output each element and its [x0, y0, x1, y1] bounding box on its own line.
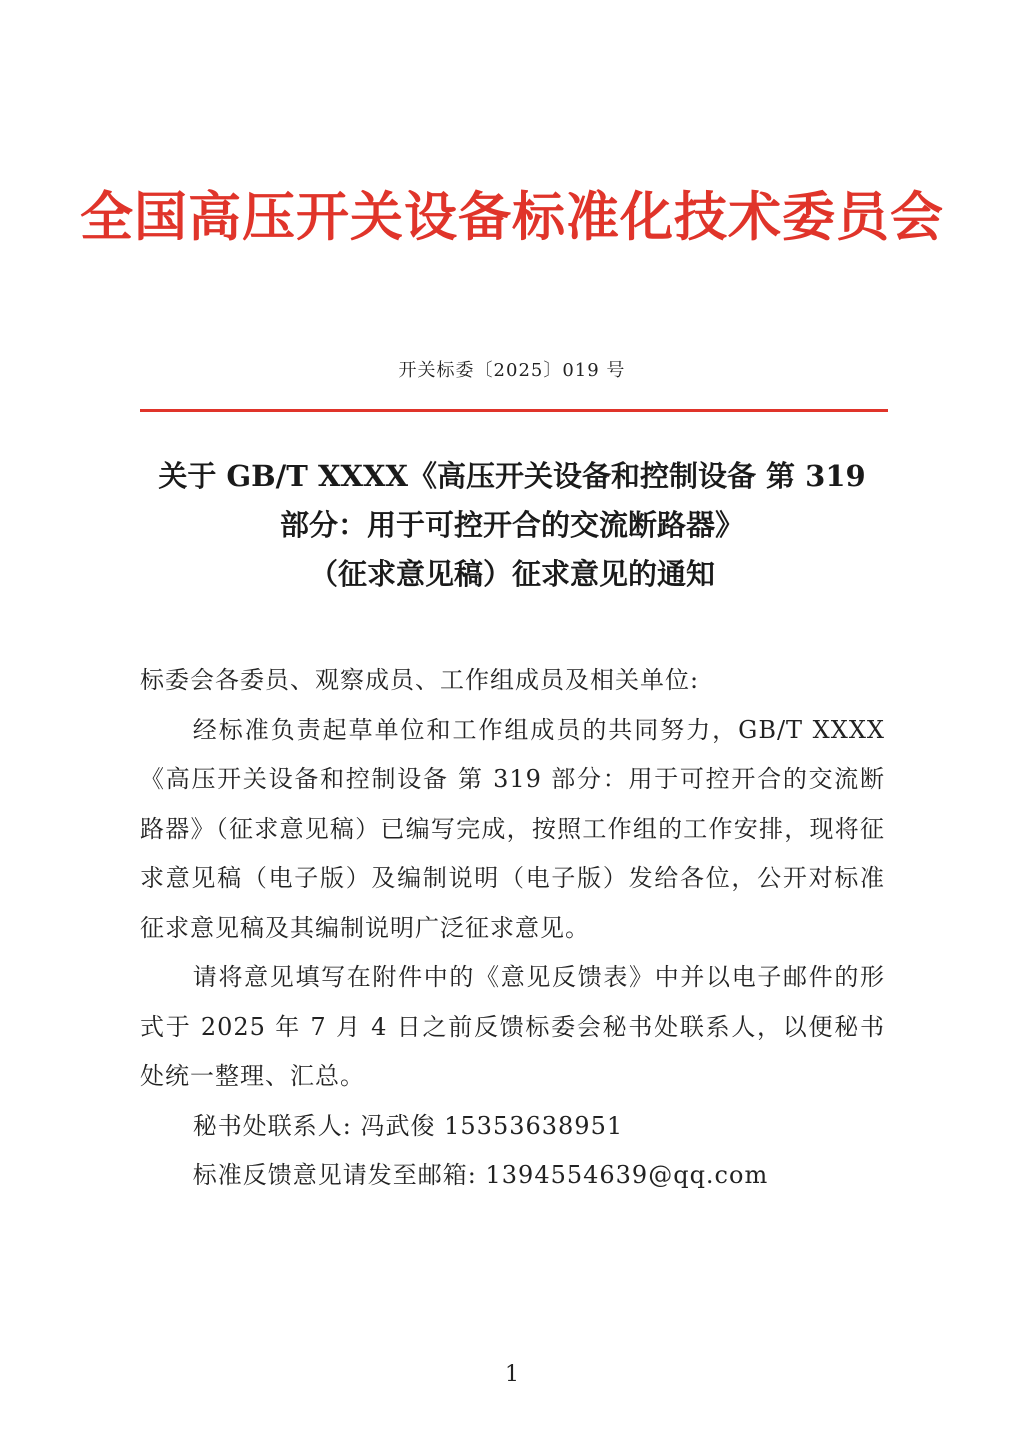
notice-title-line-1: 关于 GB/T XXXX《高压开关设备和控制设备 第 319: [158, 459, 866, 493]
notice-title-line-2: 部分：用于可控开合的交流断路器》: [279, 508, 744, 542]
notice-title: [110, 452, 914, 599]
feedback-email: 标准反馈意见请发至邮箱: 1394554639@qq.com: [192, 1161, 769, 1189]
secretariat-contact: 秘书处联系人: 冯武俊 15353638951: [192, 1111, 624, 1140]
notice-body: [140, 656, 885, 1201]
notice-title-line-3: （征求意见稿）征求意见的通知: [308, 557, 715, 591]
document-number: 开关标委〔2025〕019 号: [398, 360, 626, 381]
page-number: 1: [505, 1362, 519, 1387]
organization-header: 全国高压开关设备标准化技术委员会: [80, 186, 944, 248]
paragraph-feedback-request: 请将意见填写在附件中的《意见反馈表》中并以电子邮件的形式于 2025 年 7 月 4 日之前反馈标委会秘书处联系人，以便秘书处统一整理、汇总。: [140, 963, 885, 1090]
salutation: 标委会各委员、观察成员、工作组成员及相关单位:: [140, 666, 700, 694]
paragraph-background: 经标准负责起草单位和工作组成员的共同努力，GB/T XXXX《高压开关设备和控制设备 第 319 部分：用于可控开合的交流断路器》（征求意见稿）已编写完成，按照工作组的工作安排，现将征求意见稿（电子版）及编制说明（电子版）发给各位，公开对标准征求意见稿及其编制说明广泛征求意见。: [140, 715, 885, 942]
red-divider: [140, 409, 888, 412]
